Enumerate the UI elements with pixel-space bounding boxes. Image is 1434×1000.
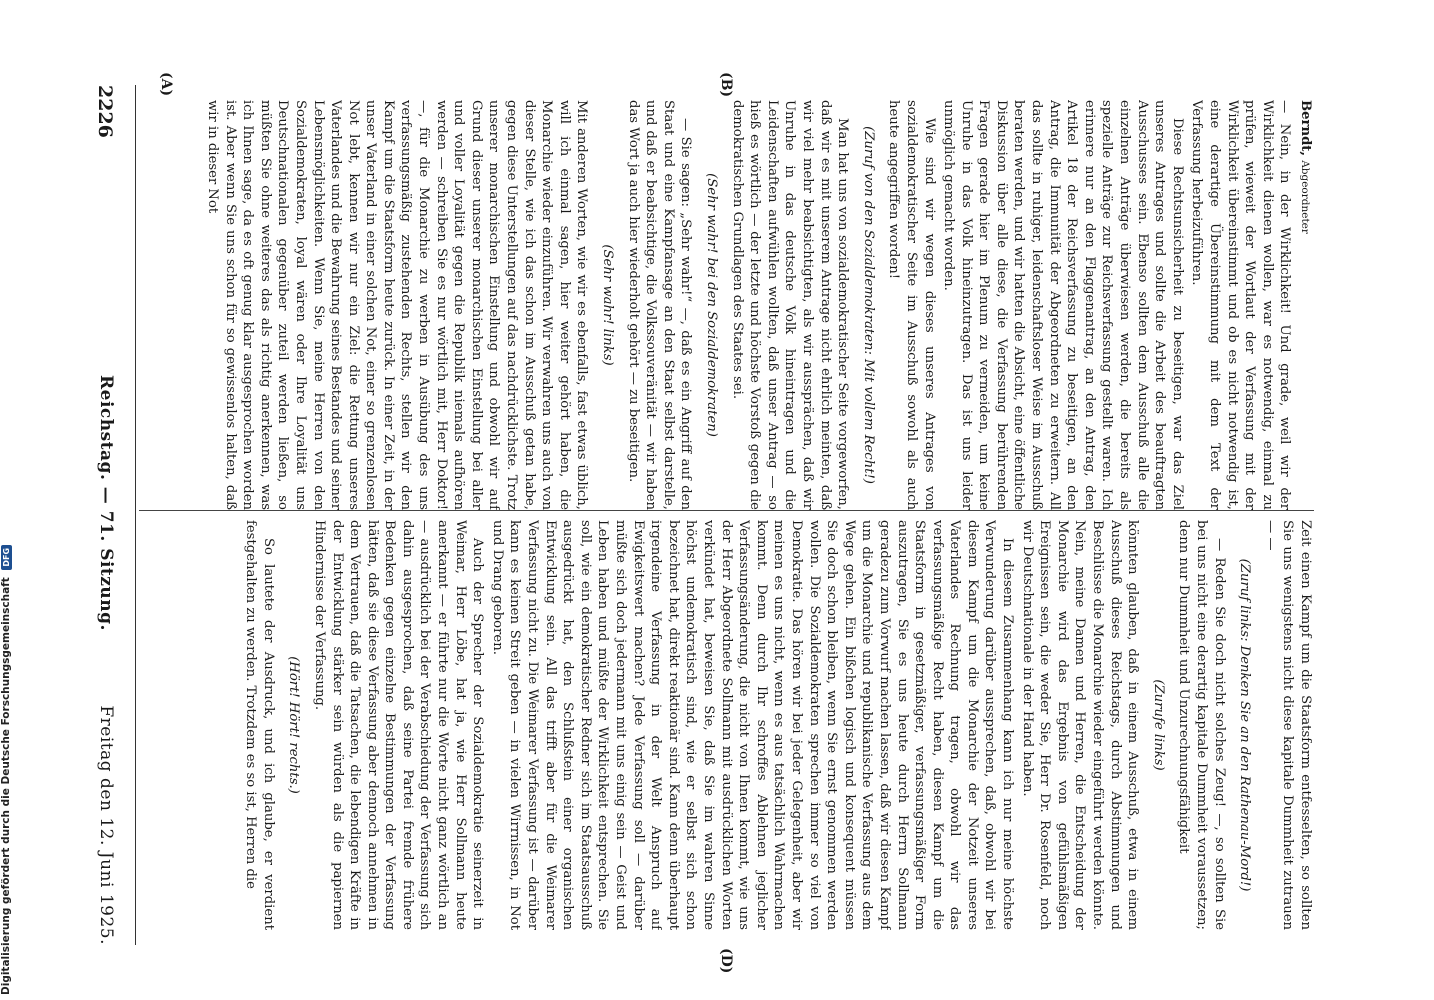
paragraph: Man hat uns von sozialdemokratischer Seite vorgeworfen, daß wir es mit unserem Antrage nicht ehrlich meinten, daß wir viel mehr beabsichtigten, als wir aussprächen, daß wir Unruhe in das deutsche Volk hineintragen und die Leidenschaften aufwühlen wollten, daß unser Antrag — so hieß es wörtlich — der letzte und höchste Vorstoß gegen die demokratischen Grundlagen des Staates sei. — [729, 100, 851, 510]
right-column — [144, 520, 1314, 930]
speaker-role: Abgeordneter — [1299, 160, 1311, 234]
interjection: (Zuruf von den Sozialdemokraten: Mit vollem Recht!) — [860, 126, 876, 484]
paragraph: Diese Rechtsunsicherheit zu beseitigen, war das Ziel unseres Antrages und sollte die Arbeit des beauftragten Ausschusses sein. Ebenso sollten dem Ausschuß alle die einzelnen Anträge überwiesen werden, die bereits als spezielle Anträge zur Reichsverfassung gestellt waren. Ich erinnere nur an den Flaggenantrag, an den Antrag, den Artikel 18 der Reichsverfassung zu beseitigen, an den Antrag, die Immunität der Abgeordneten zu erweitern. All das sollte in ruhiger, leidenschaftsloser Weise im Ausschuß beraten werden, und wir hatten die Absicht, eine öffentliche Diskussion über alle diese, die Verfassung berührenden Fragen gerade hier im Plenum zu vermeiden, um keine Unruhe in das Volk hineinzutragen. Das ist uns leider unmöglich gemacht worden. — [941, 100, 1185, 510]
session-date: Freitag den 12. Juni 1925. — [96, 705, 116, 945]
left-column — [144, 100, 1314, 510]
paragraph: Zeit einen Kampf um die Staatsform entfesselten, so sollten Sie uns wenigstens nicht diese kapitale Dummheit zutrauen — — — [1262, 520, 1313, 930]
digitization-text: Digitalisierung gefördert durch die Deutsche Forschungsgemeinschaft — [0, 577, 12, 995]
interjection: (Zuruf links: Denken Sie an den Rathenau-Mord!) — [1237, 558, 1253, 892]
paragraph: könnten glauben, daß in einem Ausschuß, etwa in einem Ausschuß dieses Reichstags, durch Abstimmungen und Beschlüsse die Monarchie wieder eingeführt werden könnte. Nein, meine Damen und Herren, die Entscheidung der Monarchie wird das Ergebnis von gefühlsmäßigen Ereignissen sein, die weder Sie, Herr Dr. Rosenfeld, noch wir Deutschnationale in der Hand haben. — [1019, 520, 1141, 930]
paragraph: — Sie sagen: „Sehr wahr!“ —, daß es ein Angriff auf den Staat und eine Kampfansage an den Staat selbst darstelle, und daß er beabsichtige, die Volkssouveränität — wir haben das Wort ja auch hier wiederholt gehört — zu beseitigen. — [625, 100, 694, 510]
page-header — [84, 85, 124, 945]
interjection: (Zurufe links) — [1150, 679, 1166, 771]
paragraph: — Reden Sie doch nicht solches Zeug! —, so sollten Sie bei uns nicht eine derartig kapitale Dummheit voraussetzen; denn nur Dummheit und Unzurechnungsfähigkeit — [1176, 520, 1227, 930]
dfg-logo: DFG — [1, 545, 12, 570]
paragraph: In diesem Zusammenhang kann ich nur meine höchste Verwunderung darüber aussprechen, daß, obwohl wir bei diesem Kampf um die Monarchie der Notzeit unseres Vaterlandes Rechnung tragen, obwohl wir das verfassungsmäßige Recht haben, diesen Kampf um die Staatsform in gesetzmäßiger, verfassungsmäßiger Form auszutragen, Sie es uns heute durch Herrn Sollmann geradezu zum Vorwurf machen lassen, daß wir diesen Kampf um die Monarchie und republikanische Verfassung aus dem Wege gehen. Ein bißchen logisch und konsequent müssen Sie doch schon bleiben, wenn Sie ernst genommen werden wollen. Die Sozialdemokraten sprechen immer so viel von Demokratie. Das hören wir bei jeder Gelegenheit, aber wir meinen es uns nicht, wenn es aus tatsächlich Wahrmachen kommt. Denn durch Ihr schroffes Ablehnen jeglicher Verfassungsänderung, die nicht von Ihnen kommt, wie uns der Herr Abgeordnete Sollmann mit ausdrücklichen Worten verkündet hat, beweisen Sie, daß Sie im wahren Sinne höchst undemokratisch sind, wie er selbst sich schon bezeichnet hat, direkt reaktionär sind. Kann denn überhaupt irgendeine Verfassung in der Welt Anspruch auf Ewigkeitswert machen? Jede Verfassung soll — darüber müßte sich doch jedermann mit uns einig sein — Geist und Leben haben und müßte der Wirklichkeit entsprechen. Sie soll, wie ein demokratischer Redner sich im Staatsausschuß ausgedrückt hat, den Schlußstein einer organischen Entwicklung sein. All das trifft aber für die Weimarer Verfassung nicht zu. Die Weimarer Verfassung ist — darüber kann es keinen Streit geben — in vielen Wirrnissen, in Not und Drang geboren. — [489, 520, 1016, 930]
interjection: (Sehr wahr! bei den Sozialdemokraten) — [704, 173, 719, 437]
paragraph: Auch der Sprecher der Sozialdemokratie seinerzeit in Weimar, Herr Löbe, hat ja, wie Herr Sollmann heute anerkannt — er führte nur die Worte nicht ganz wörtlich an — ausdrücklich bei der Verabschiedung der Verfassung sich dahin ausgesprochen, daß seine Partei fremde frühere Bedenken gegen einzelne Bestimmungen der Verfassung hätten, daß sie diese Verfassung aber dennoch annehmen in dem Vertrauen, daß die Tatsachen, die lebendigen Kräfte in der Entwicklung stärker sein würden als die papiernen Hindernisse der Verfassung. — [311, 520, 486, 930]
paragraph: Mit anderen Worten, wie wir es ebenfalls, fast etwas üblich, will ich einmal sagen, hier weiter gehört haben, die Monarchie wieder einzuführen. Wir verwahren uns auch von dieser Stelle, wie ich das schon im Ausschuß getan habe, gegen diese Unterstellungen auf das nachdrücklichste. Trotz unserer monarchischen Einstellung und obwohl wir auf Grund dieser unserer monarchischen Einstellung bei aller und voller Loyalität gegen die Republik niemals aufhören werden — schreiben Sie es nur wörtlich mit, Herr Doktor! —, für die Monarchie zu werben in Ausübung des uns verfassungsmäßig zustehenden Rechts, stellen wir den Kampf um die Staatsform heute zurück. In einer Zeit, in der unser Vaterland in einer solchen Not, einer so grenzenlosen Not lebt, kennen wir nur ein Ziel: die Rettung unseres Vaterlandes und die Bewahrung seines Bestandes und seiner Lebensmöglichkeiten. Wenn Sie, meine Herren von den Sozialdemokraten, loyal wären oder Ihre Loyalität uns Deutschnationalen gegenüber zuteil werden ließen, so müßten Sie ohne weiteres das als richtig anerkennen, was ich Ihnen sage, da es oft genug klar ausgesprochen worden ist. Aber wenn Sie uns schon für so gewissenlos halten, daß wir in dieser Not — [204, 100, 590, 510]
interjection: (Hört! Hört! rechts.) — [286, 656, 302, 794]
speaker-line — [1295, 100, 1314, 510]
speaker-name: Berndt, — [1298, 100, 1313, 156]
paragraph: So lautete der Ausdruck, und ich glaube, er verdient festgehalten zu werden. Trotzdem es so ist, Herren die — [243, 520, 276, 930]
interjection: (Sehr wahr! links) — [600, 244, 616, 366]
page-title: Reichstag. — 71. Sitzung. — [96, 375, 116, 631]
paragraph: — Nein, in der Wirklichkeit! Und grade, weil wir der Wirklichkeit dienen wollen, war es notwendig, einmal zu prüfen, wieweit der Wortlaut der Verfassung mit der Wirklichkeit übereinstimmt und ob es nicht notwendig ist, eine derartige Übereinstimmung mit dem Text der Verfassung herbeizuführen. — [1189, 100, 1293, 510]
margin-mark-d: (D) — [718, 948, 734, 974]
header-rule — [135, 85, 136, 945]
page-number: 2226 — [94, 85, 116, 138]
margin-mark-b: (B) — [718, 72, 734, 98]
column-divider — [139, 510, 1314, 511]
paragraph: Wie sind wir wegen dieses unseres Antrages von sozialdemokratischer Seite im Ausschuß sowohl als auch heute angegriffen worden! — [886, 100, 937, 510]
margin-mark-a: (A) — [158, 72, 174, 97]
